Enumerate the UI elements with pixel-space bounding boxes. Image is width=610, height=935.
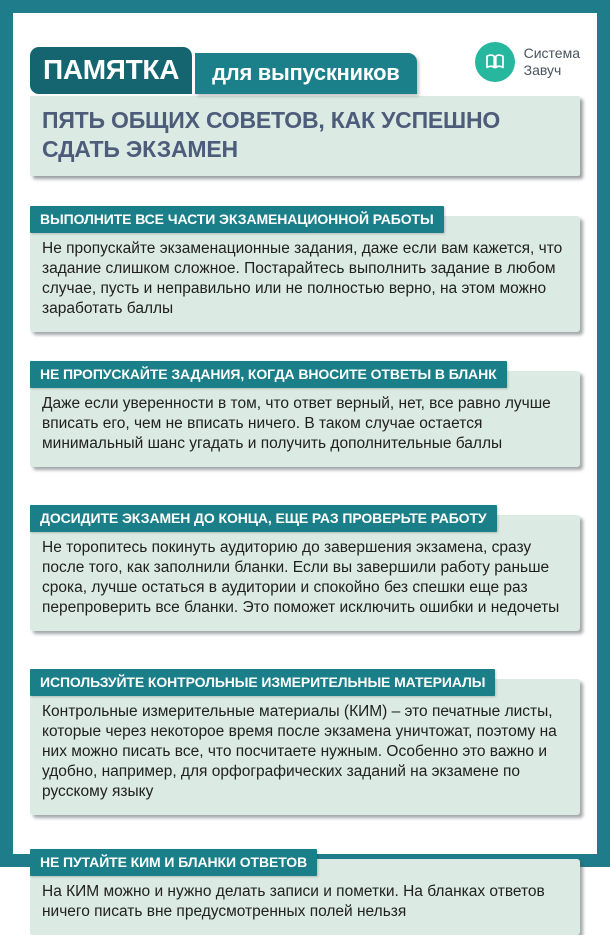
advice-section-5 xyxy=(30,849,580,935)
advice-section-2 xyxy=(30,361,580,467)
brand-name-line1: Система xyxy=(523,45,580,62)
advice-section-1 xyxy=(30,206,580,332)
open-book-icon xyxy=(475,42,515,82)
advice-body-3: Не торопитесь покинуть аудиторию до завершения экзамена, сразу после того, как заполнили бланки. Если вы завершили работу раньше срока, лучше остаться в аудитории и спокойно без спешки еще раз перепроверить все бланки. Это поможет исключить ошибки и недочеты xyxy=(30,515,580,631)
advice-section-3 xyxy=(30,505,580,631)
memo-badge: ПАМЯТКА xyxy=(30,47,192,94)
advice-heading-2: НЕ ПРОПУСКАЙТЕ ЗАДАНИЯ, КОГДА ВНОСИТЕ ОТВЕТЫ В БЛАНК xyxy=(30,361,507,388)
memo-page xyxy=(13,13,597,920)
page-title: ПЯТЬ ОБЩИХ СОВЕТОВ, КАК УСПЕШНО СДАТЬ ЭКЗАМЕН xyxy=(30,96,580,176)
audience-badge: для выпускников xyxy=(195,53,416,94)
brand-name xyxy=(524,45,580,79)
advice-heading-3: ДОСИДИТЕ ЭКЗАМЕН ДО КОНЦА, ЕЩЕ РАЗ ПРОВЕРЬТЕ РАБОТУ xyxy=(30,505,497,532)
advice-heading-5: НЕ ПУТАЙТЕ КИМ И БЛАНКИ ОТВЕТОВ xyxy=(30,849,317,876)
advice-body-5: На КИМ можно и нужно делать записи и пометки. На бланках ответов ничего писать вне предусмотренных полей нельзя xyxy=(30,859,580,935)
advice-body-1: Не пропускайте экзаменационные задания, даже если вам кажется, что задание слишком сложное. Постарайтесь выполнить задание в любом случае, пусть и неправильно или не полностью верно, на этом можно заработать баллы xyxy=(30,216,580,332)
advice-heading-1: ВЫПОЛНИТЕ ВСЕ ЧАСТИ ЭКЗАМЕНАЦИОННОЙ РАБОТЫ xyxy=(30,206,444,233)
brand-logo xyxy=(475,42,580,82)
advice-heading-4: ИСПОЛЬЗУЙТЕ КОНТРОЛЬНЫЕ ИЗМЕРИТЕЛЬНЫЕ МАТЕРИАЛЫ xyxy=(30,669,495,696)
advice-section-4 xyxy=(30,669,580,815)
brand-name-line2: Завуч xyxy=(523,62,562,78)
advice-body-2: Даже если уверенности в том, что ответ верный, нет, все равно лучше вписать его, чем не вписать ничего. В таком случае остается минимальный шанс угадать и получить дополнительные баллы xyxy=(30,371,580,467)
header xyxy=(30,47,580,94)
advice-body-4: Контрольные измерительные материалы (КИМ) – это печатные листы, которые через некоторое время после экзамена уничтожат, поэтому на них можно писать все, что посчитаете нужным. Особенно это важно и удобно, например, для орфографических заданий на экзамене по русскому языку xyxy=(30,679,580,815)
